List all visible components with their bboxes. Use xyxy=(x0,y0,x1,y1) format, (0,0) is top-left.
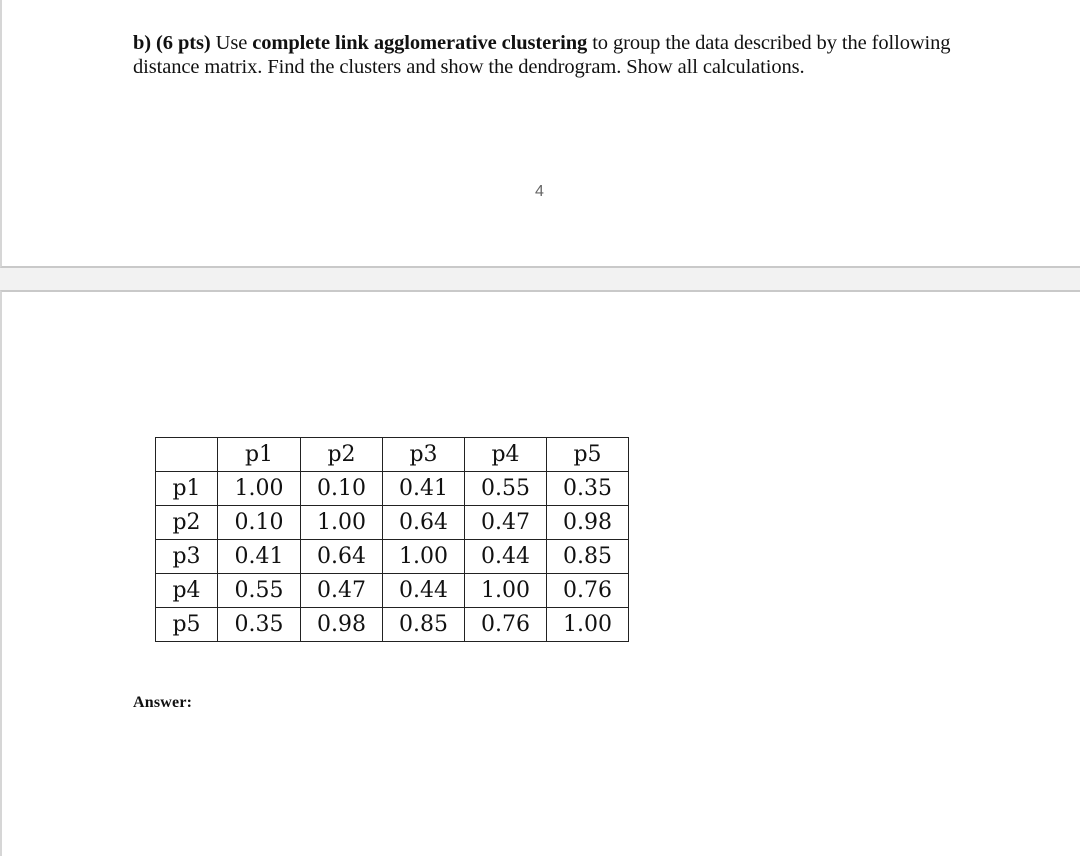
matrix-cell: 0.44 xyxy=(383,574,465,608)
matrix-header-row xyxy=(156,438,629,472)
matrix-cell: 0.98 xyxy=(301,608,383,642)
matrix-cell: 1.00 xyxy=(301,506,383,540)
matrix-row-label: p5 xyxy=(156,608,218,642)
question-text-after: to group the data described by the following distance matrix. Find the clusters and show the dendrogram. Show all calculations. xyxy=(133,32,951,78)
page-top xyxy=(0,0,1080,268)
matrix-row-label: p3 xyxy=(156,540,218,574)
matrix-cell: 0.64 xyxy=(383,506,465,540)
question-text-before: Use xyxy=(210,32,253,54)
matrix-row-label: p2 xyxy=(156,506,218,540)
matrix-cell: 0.76 xyxy=(547,574,629,608)
matrix-cell: 0.85 xyxy=(383,608,465,642)
question-method: complete link agglomerative clustering xyxy=(252,32,588,54)
matrix-cell: 0.76 xyxy=(465,608,547,642)
matrix-cell: 1.00 xyxy=(547,608,629,642)
page-number: 4 xyxy=(535,183,544,200)
matrix-cell: 0.55 xyxy=(465,472,547,506)
matrix-column-header: p4 xyxy=(465,438,547,472)
matrix-cell: 1.00 xyxy=(465,574,547,608)
question-label: b) (6 pts) xyxy=(133,32,211,54)
page-separator xyxy=(0,268,1080,290)
matrix-row xyxy=(156,608,629,642)
matrix-column-header: p2 xyxy=(301,438,383,472)
matrix-cell: 0.85 xyxy=(547,540,629,574)
matrix-cell: 0.41 xyxy=(218,540,301,574)
matrix-cell: 0.35 xyxy=(218,608,301,642)
page-bottom xyxy=(0,290,1080,856)
matrix-cell: 0.64 xyxy=(301,540,383,574)
matrix-cell: 0.10 xyxy=(301,472,383,506)
matrix-cell: 0.55 xyxy=(218,574,301,608)
matrix-column-header: p3 xyxy=(383,438,465,472)
question-text xyxy=(133,31,1013,79)
matrix-column-header: p5 xyxy=(547,438,629,472)
matrix-cell: 0.41 xyxy=(383,472,465,506)
matrix-row xyxy=(156,506,629,540)
distance-matrix-table xyxy=(155,437,629,642)
matrix-corner-cell xyxy=(156,438,218,472)
matrix-row-label: p1 xyxy=(156,472,218,506)
matrix-cell: 1.00 xyxy=(383,540,465,574)
matrix-cell: 0.47 xyxy=(465,506,547,540)
matrix-cell: 0.98 xyxy=(547,506,629,540)
matrix-column-header: p1 xyxy=(218,438,301,472)
matrix-row xyxy=(156,540,629,574)
matrix-row xyxy=(156,472,629,506)
matrix-cell: 0.35 xyxy=(547,472,629,506)
matrix-row-label: p4 xyxy=(156,574,218,608)
matrix-row xyxy=(156,574,629,608)
matrix-cell: 0.47 xyxy=(301,574,383,608)
matrix-cell: 1.00 xyxy=(218,472,301,506)
matrix-cell: 0.10 xyxy=(218,506,301,540)
matrix-cell: 0.44 xyxy=(465,540,547,574)
answer-label: Answer: xyxy=(133,694,193,711)
